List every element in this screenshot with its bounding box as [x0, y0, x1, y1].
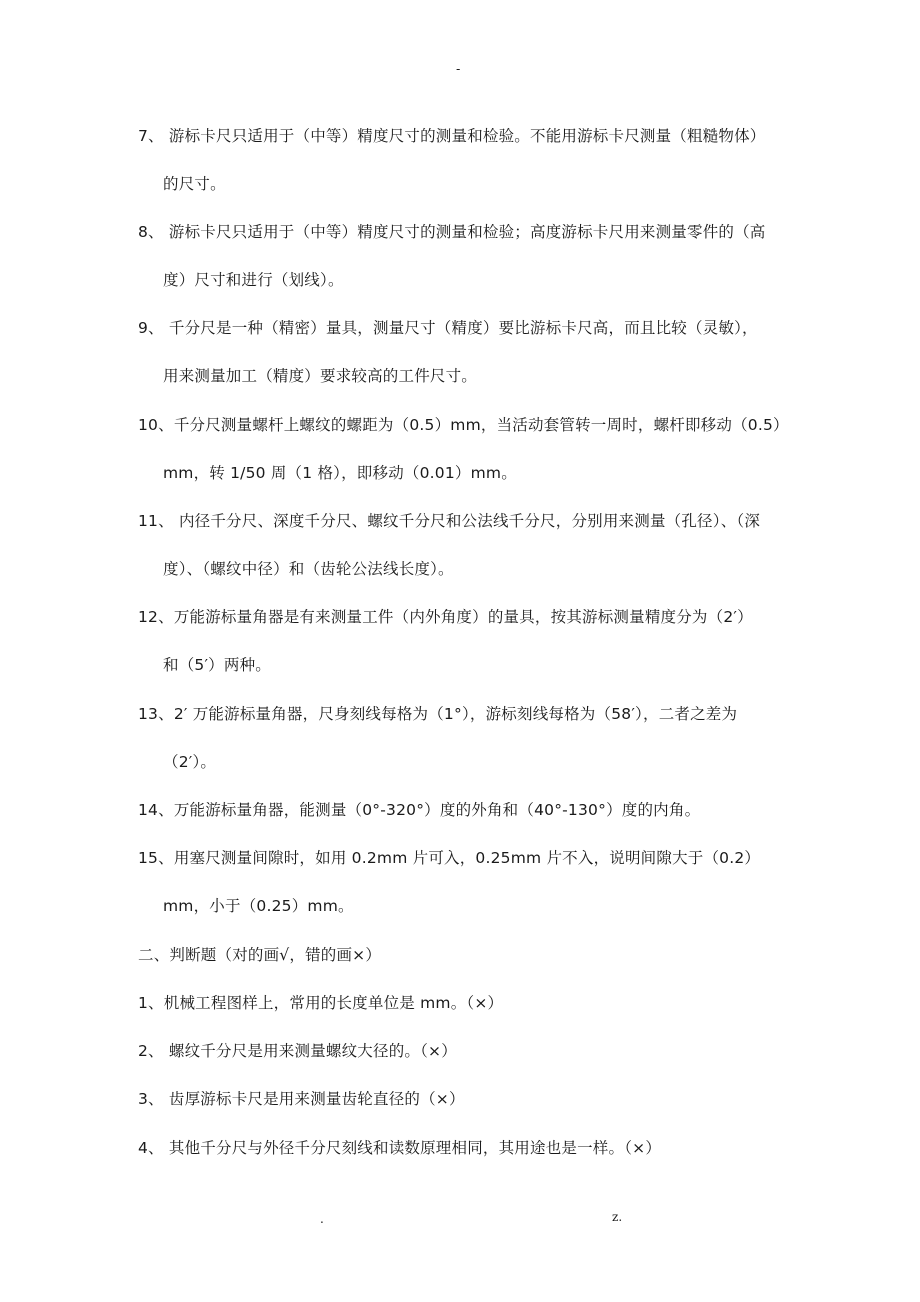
- question-11-line-1: 11、 内径千分尺、深度千分尺、螺纹千分尺和公法线千分尺，分别用来测量（孔径）、（深: [138, 512, 761, 530]
- question-11-line-2: 度）、（螺纹中径）和（齿轮公法线长度）。: [163, 560, 454, 578]
- question-7-line-1: 7、 游标卡尺只适用于（中等）精度尺寸的测量和检验。不能用游标卡尺测量（粗糙物体）: [138, 127, 766, 145]
- question-7-line-2: 的尺寸。: [163, 175, 226, 193]
- question-12-line-1: 12、万能游标量角器是有来测量工件（内外角度）的量具，按其游标测量精度分为（2′）: [138, 608, 753, 626]
- footer-right-mark: z.: [612, 1210, 623, 1224]
- question-10-line-2: mm，转 1/50 周（1 格），即移动（0.01）mm。: [163, 464, 517, 482]
- question-13-line-1: 13、2′ 万能游标量角器，尺身刻线每格为（1°），游标刻线每格为（58′），二者之差为: [138, 705, 738, 723]
- judgment-3: 3、 齿厚游标卡尺是用来测量齿轮直径的（×）: [138, 1090, 465, 1108]
- question-8-line-1: 8、 游标卡尺只适用于（中等）精度尺寸的测量和检验；高度游标卡尺用来测量零件的（高: [138, 223, 766, 241]
- judgment-2: 2、 螺纹千分尺是用来测量螺纹大径的。（×）: [138, 1042, 457, 1060]
- question-10-line-1: 10、千分尺测量螺杆上螺纹的螺距为（0.5）mm，当活动套管转一周时，螺杆即移动（0.5）: [138, 416, 789, 434]
- question-12-line-2: 和（5′）两种。: [163, 656, 271, 674]
- question-9-line-1: 9、 千分尺是一种（精密）量具，测量尺寸（精度）要比游标卡尺高，而且比较（灵敏），: [138, 319, 758, 337]
- question-13-line-2: （2′）。: [163, 753, 217, 771]
- judgment-1: 1、机械工程图样上，常用的长度单位是 mm。（×）: [138, 994, 504, 1012]
- question-15-line-2: mm，小于（0.25）mm。: [163, 897, 354, 915]
- judgment-4: 4、 其他千分尺与外径千分尺刻线和读数原理相同，其用途也是一样。（×）: [138, 1139, 662, 1157]
- header-mark: -: [456, 62, 461, 76]
- section-heading-judgment: 二、判断题（对的画√，错的画×）: [138, 946, 382, 964]
- footer-left-mark: .: [320, 1212, 324, 1226]
- question-14-line-1: 14、万能游标量角器，能测量（0°-320°）度的外角和（40°-130°）度的内角。: [138, 801, 701, 819]
- question-9-line-2: 用来测量加工（精度）要求较高的工件尺寸。: [163, 367, 478, 385]
- question-8-line-2: 度）尺寸和进行（划线）。: [163, 271, 344, 289]
- question-15-line-1: 15、用塞尺测量间隙时，如用 0.2mm 片可入，0.25mm 片不入，说明间隙大于（0.2）: [138, 849, 761, 867]
